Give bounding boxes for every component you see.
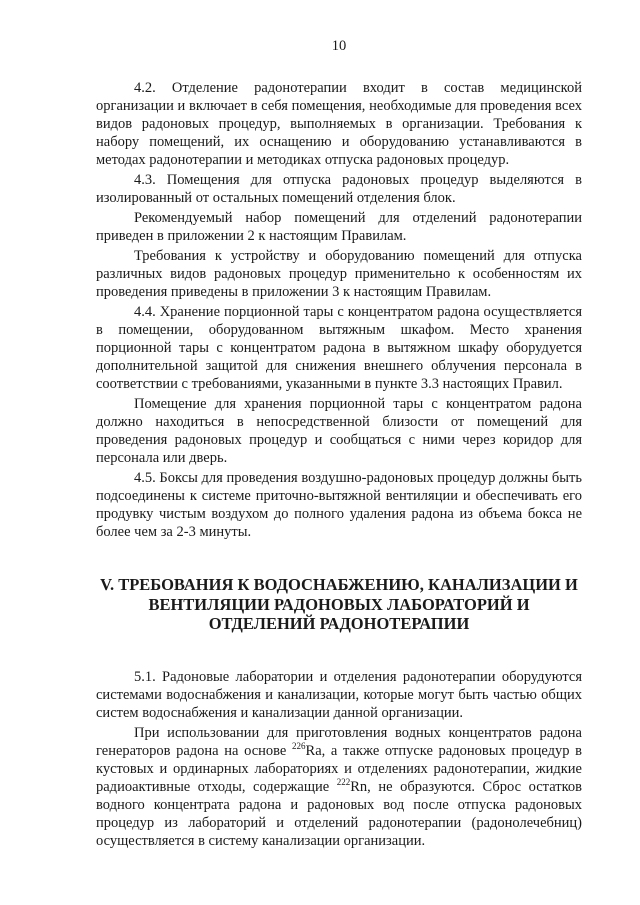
paragraph-5-1: 5.1. Радоновые лаборатории и отделения радонотерапии оборудуются системами водоснабжения и канализации, которые могут быть частью общих систем водоснабжения и канализации данной организации. bbox=[96, 668, 582, 721]
liquid-waste-text-1: При использовании для приготовления водных концентратов радона генераторов радона на основе bbox=[96, 724, 582, 759]
page-number: 10 bbox=[331, 38, 347, 54]
isotope-mass-226: 226 bbox=[292, 740, 306, 751]
isotope-mass-222: 222 bbox=[336, 776, 351, 787]
paragraph-4-3: 4.3. Помещения для отпуска радоновых процедур выделяются в изолированный от остальных помещений отделения блок. bbox=[96, 172, 582, 206]
paragraph-liquid-waste bbox=[96, 724, 582, 850]
paragraph-storage-room: Помещение для хранения порционной тары с концентратом радона должно находиться в непосредственной близости от помещений для проведения радоновых процедур и сообщаться с ними через коридор для персонала или дверь. bbox=[96, 396, 582, 466]
document-page bbox=[96, 38, 582, 850]
section-title: V. ТРЕБОВАНИЯ К ВОДОСНАБЖЕНИЮ, КАНАЛИЗАЦИИ И ВЕНТИЛЯЦИИ РАДОНОВЫХ ЛАБОРАТОРИЙ И ОТДЕЛЕНИЙ РАДОНОТЕРАПИИ bbox=[100, 575, 578, 633]
paragraph-4-4: 4.4. Хранение порционной тары с концентратом радона осуществляется в помещении, оборудованном вытяжным шкафом. Место хранения порционной тары с концентратом радона в вытяжном шкафу оборудуется дополнительной защитой для снижения внешнего облучения персонала в соответствии с требованиями, указанными в пункте 3.3 настоящих Правил. bbox=[96, 304, 582, 392]
paragraph-4-5: 4.5. Боксы для проведения воздушно-радоновых процедур должны быть подсоединены к системе приточно-вытяжной вентиляции и обеспечивать его продувку чистым воздухом до полного удаления радона из объема бокса не более чем за 2-3 минуты. bbox=[96, 470, 582, 540]
paragraph-recommended-rooms: Рекомендуемый набор помещений для отделений радонотерапии приведен в приложении 2 к настоящим Правилам. bbox=[96, 210, 582, 244]
paragraph-4-2: 4.2. Отделение радонотерапии входит в состав медицинской организации и включает в себя помещения, необходимые для проведения всех видов радоновых процедур, выполняемых в организации. Требования к набору помещений, их оснащению и оборудованию устанавливаются в методах радонотерапии и методиках отпуска радоновых процедур. bbox=[96, 80, 582, 168]
liquid-waste-text-2: Ra, а также отпуске радоновых процедур в кустовых и ординарных лабораториях и отделениях радонотерапии, жидкие радиоактивные отходы, содержащие bbox=[96, 742, 582, 795]
paragraph-room-requirements: Требования к устройству и оборудованию помещений для отпуска различных видов радоновых процедур применительно к особенностям их проведения приведены в приложении 3 к настоящим Правилам. bbox=[96, 248, 582, 300]
liquid-waste-text-3: Rn, не образуются. Сброс остатков водного концентрата радона и радоновых вод после отпуска радоновых процедур из лабораторий и отделений радонотерапии (радонолечебниц) осуществляется в систему канализации организации. bbox=[96, 778, 582, 849]
